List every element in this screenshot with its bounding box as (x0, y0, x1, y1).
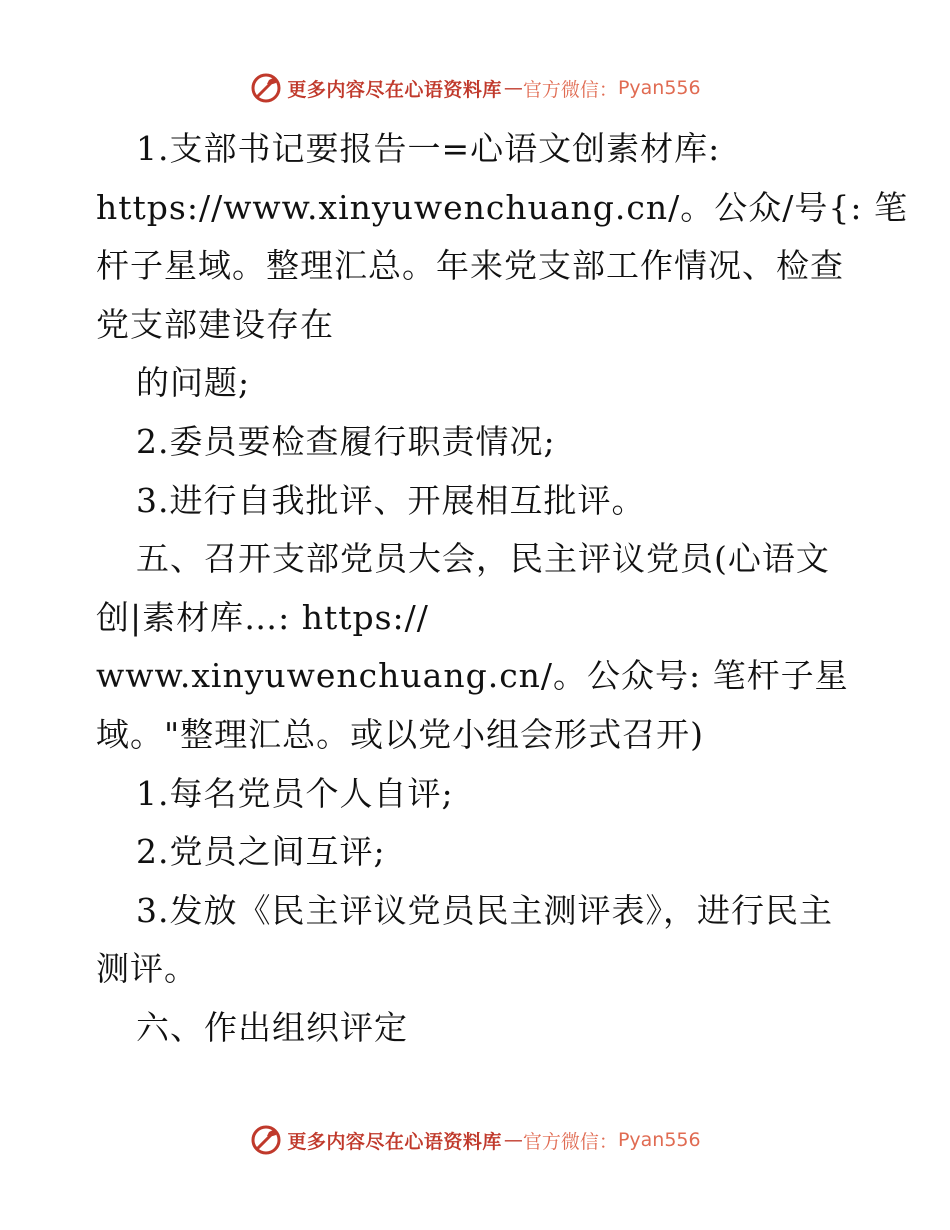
text-line: https://www.xinyuwenchuang.cn/。公众/号{: 笔 (96, 187, 908, 227)
document-body (96, 120, 908, 1058)
banner-text: 更多内容尽在心语资料库 (287, 78, 502, 101)
text-line: 域。"整理汇总。或以党小组会形式召开) (96, 714, 705, 754)
banner-text: 更多内容尽在心语资料库 (287, 1130, 502, 1153)
quill-logo-icon (249, 71, 283, 105)
section-heading: 六、作出组织评定 (136, 1007, 408, 1047)
header-banner (0, 68, 950, 108)
text-line: 创|素材库…: https:// (96, 597, 429, 637)
banner-wechat-id: Pyan556 (617, 1129, 701, 1151)
text-line: 党支部建设存在 (96, 304, 334, 344)
text-line: 的问题; (136, 363, 251, 403)
text-line: 2.党员之间互评; (136, 832, 386, 872)
banner-wechat-id: Pyan556 (617, 77, 701, 99)
banner-wechat-label: 官方微信： (522, 1130, 618, 1153)
banner-dash: — (503, 77, 521, 99)
text-line: www.xinyuwenchuang.cn/。公众号: 笔杆子星 (96, 656, 849, 696)
text-line: 1.支部书记要报告一=心语文创素材库: (136, 129, 721, 168)
text-line: 测评。 (96, 949, 198, 989)
banner-wechat-label: 官方微信： (522, 78, 618, 101)
text-line: 3.进行自我批评、开展相互批评。 (136, 480, 646, 520)
text-line: 3.发放《民主评议党员民主测评表》，进行民主 (136, 890, 833, 930)
text-line: 1.每名党员个人自评; (136, 773, 454, 813)
text-line: 杆子星域。整理汇总。年来党支部工作情况、检查 (96, 246, 844, 286)
footer-banner (0, 1120, 950, 1160)
banner-dash: — (503, 1129, 521, 1151)
text-line: 2.委员要检查履行职责情况; (136, 421, 556, 461)
section-heading: 五、召开支部党员大会，民主评议党员(心语文 (136, 539, 830, 579)
quill-logo-icon (249, 1123, 283, 1157)
